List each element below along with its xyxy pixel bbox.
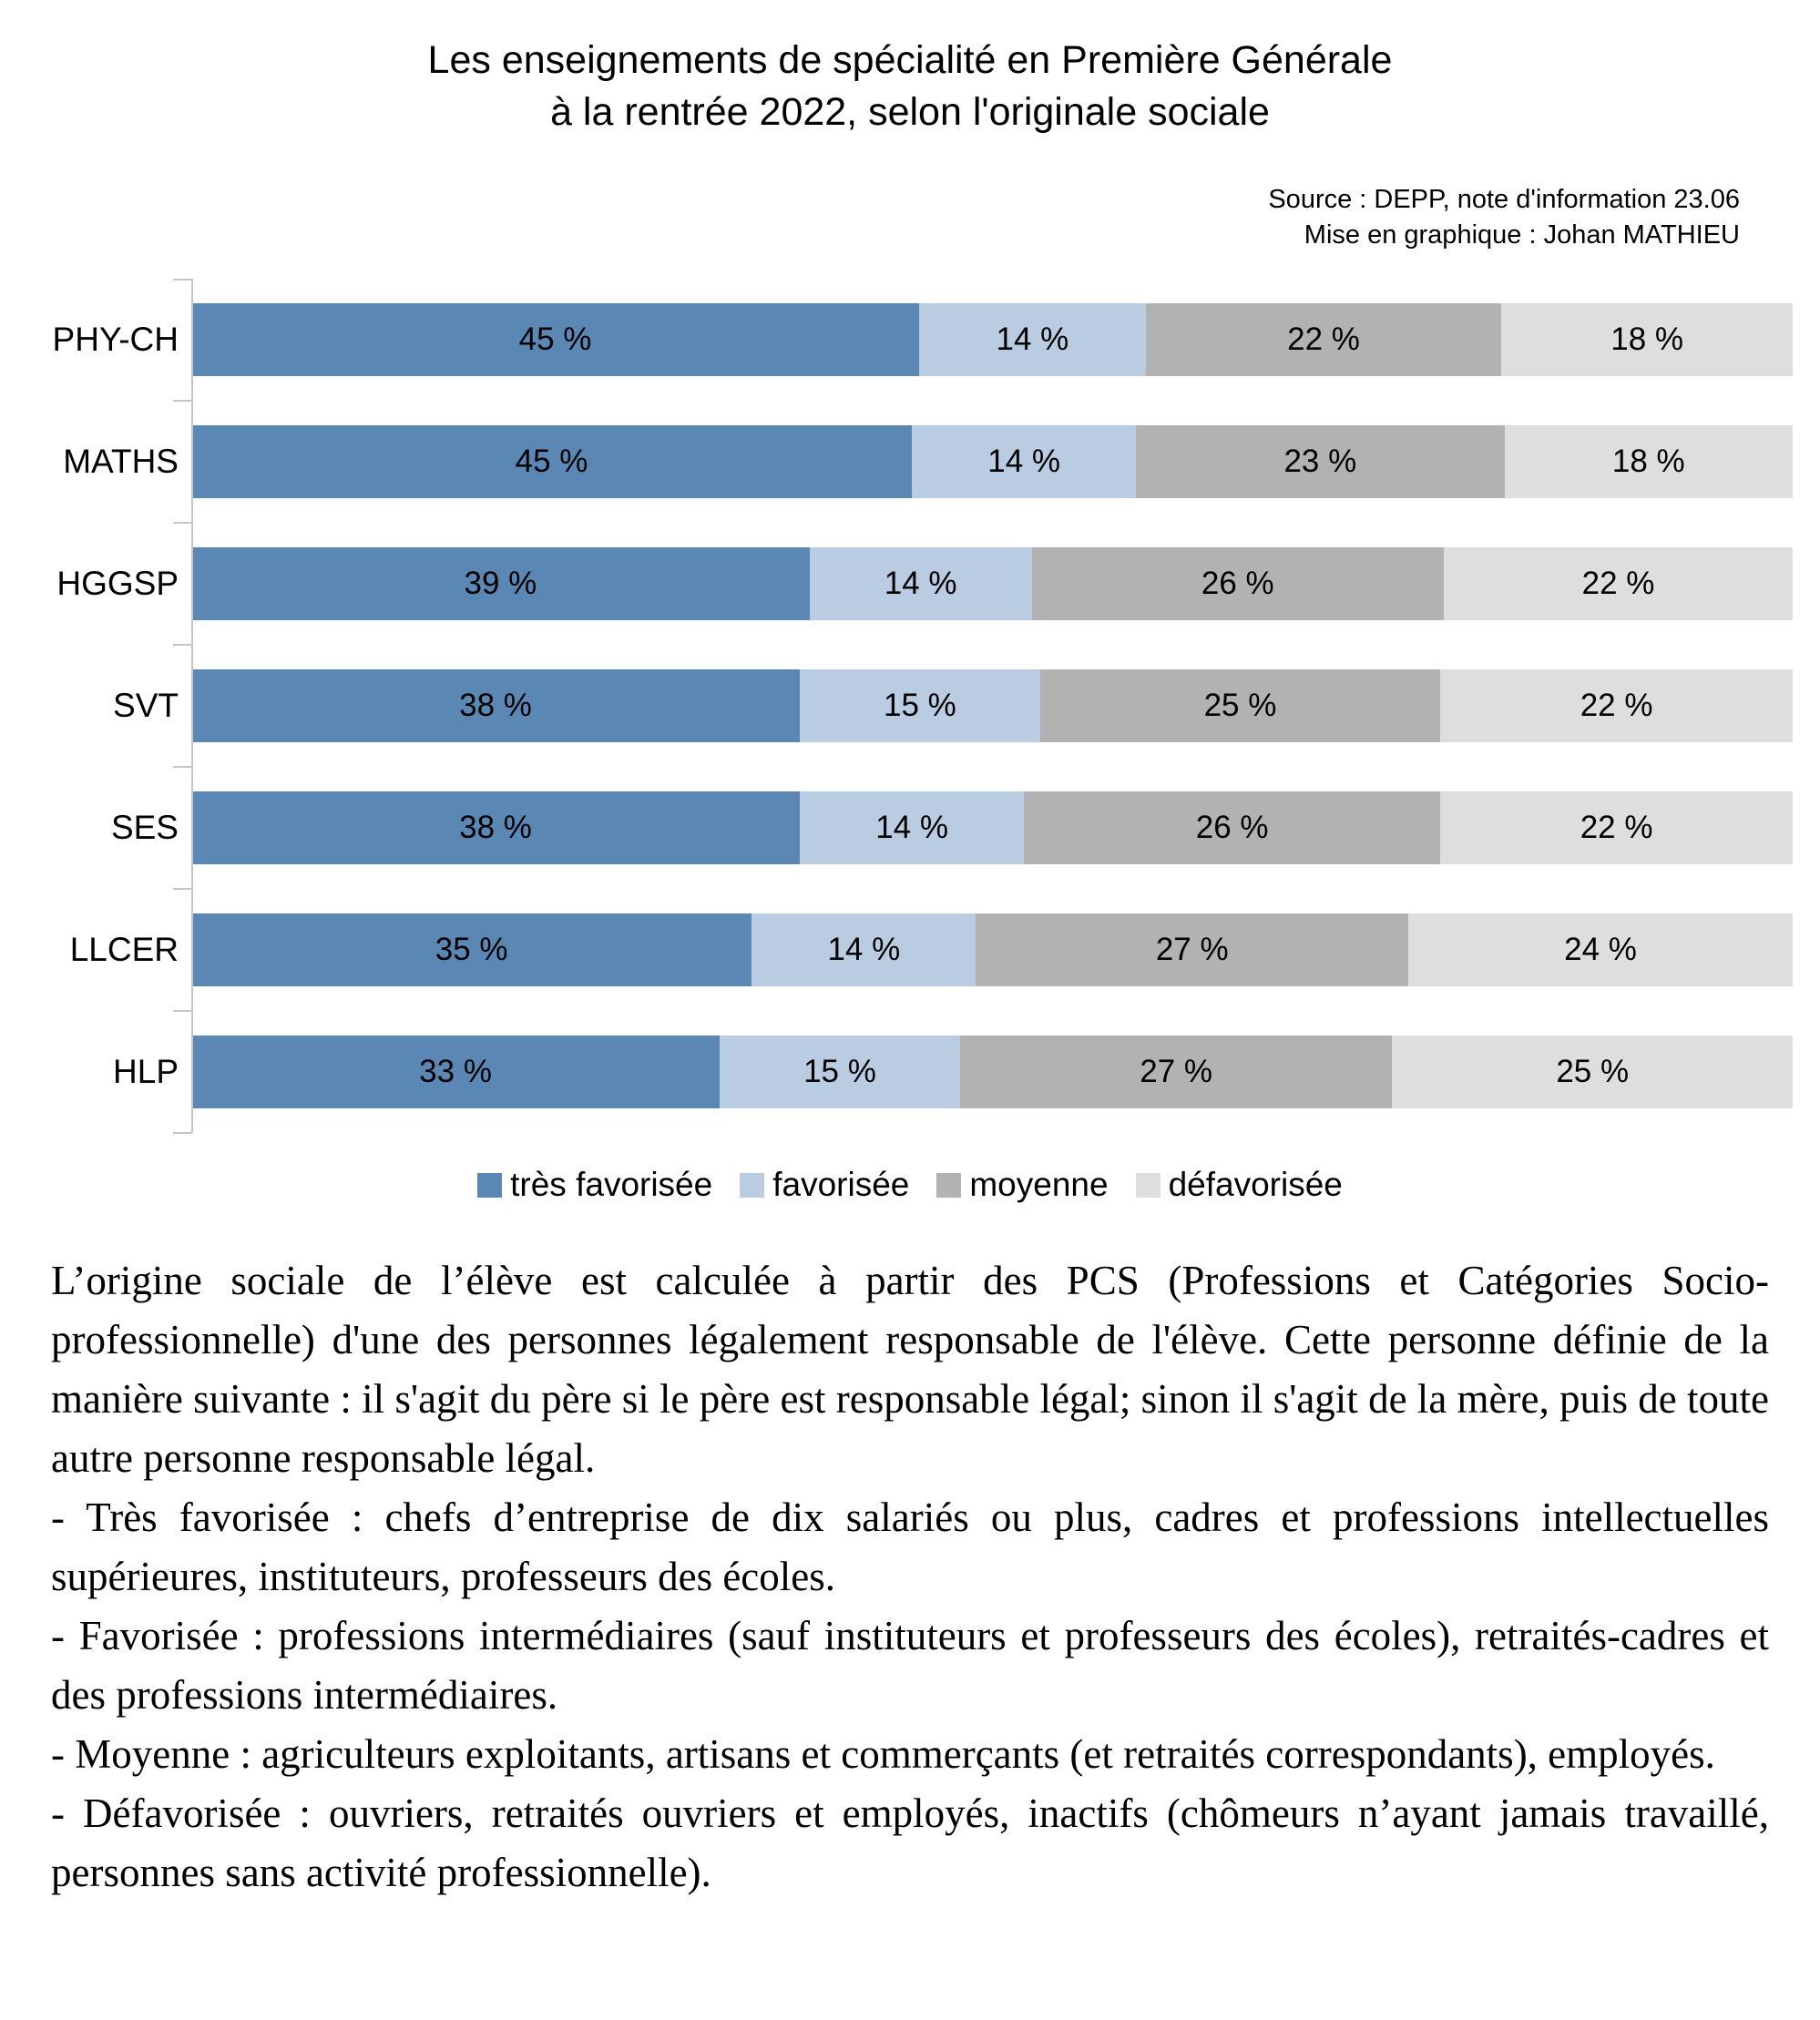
legend-swatch <box>936 1173 961 1198</box>
bar-value-label: 38 % <box>459 810 532 845</box>
axis-tick <box>173 644 191 646</box>
bar-value-label: 22 % <box>1580 688 1653 723</box>
axis-tick <box>173 400 191 402</box>
legend-label: très favorisée <box>510 1166 713 1203</box>
bar-segment <box>1440 669 1793 742</box>
bar-track <box>191 913 1793 986</box>
bar-track <box>191 791 1793 864</box>
bar-segment <box>1024 791 1440 864</box>
category-label: SES <box>110 809 179 846</box>
bar-track <box>191 547 1793 620</box>
bar-segment <box>912 425 1136 498</box>
bar-value-label: 22 % <box>1287 321 1360 357</box>
bar-segment <box>1501 303 1793 376</box>
bar-segment <box>720 1036 960 1108</box>
legend-label: moyenne <box>969 1166 1109 1203</box>
bar-segment <box>1440 791 1793 864</box>
bar-segment <box>960 1036 1393 1108</box>
category-label: HLP <box>113 1053 179 1090</box>
bar-segment <box>1136 425 1504 498</box>
bar-value-label: 24 % <box>1564 932 1637 967</box>
bar-value-label: 38 % <box>459 688 532 723</box>
bar-segment <box>1146 303 1502 376</box>
bar-row <box>0 279 1793 401</box>
note-paragraph: - Très favorisée : chefs d’entreprise de dix salariés ou plus, cadres et professions intellectuelles supérieures, instituteurs, professeurs des écoles. <box>51 1495 1769 1599</box>
source-attribution <box>0 182 1820 253</box>
bar-track <box>191 425 1793 498</box>
bar-segment <box>919 303 1146 376</box>
legend-swatch <box>740 1173 764 1198</box>
bar-segment <box>191 669 800 742</box>
bar-value-label: 14 % <box>987 444 1061 479</box>
axis-tick <box>173 1132 191 1134</box>
bar-segment <box>810 547 1032 620</box>
bar-row <box>0 645 1793 767</box>
bar-value-label: 27 % <box>1140 1054 1213 1089</box>
axis-tick <box>173 279 191 281</box>
bar-value-label: 14 % <box>875 810 948 845</box>
stacked-bar-chart <box>0 279 1793 1133</box>
bar-segment <box>1032 547 1445 620</box>
legend-item <box>477 1166 712 1204</box>
plot-area <box>0 279 1793 1133</box>
note-paragraph: - Favorisée : professions intermédiaires (sauf instituteurs et professeurs des écoles), retraités-cadres et des professions intermédiaires. <box>51 1613 1769 1718</box>
bar-value-label: 25 % <box>1556 1054 1630 1089</box>
category-label: SVT <box>113 687 179 724</box>
bar-segment <box>191 425 912 498</box>
bar-value-label: 14 % <box>827 932 901 967</box>
axis-tick <box>173 766 191 768</box>
category-label: PHY-CH <box>52 321 179 358</box>
graphic-credit-line: Mise en graphique : Johan MATHIEU <box>1304 220 1740 250</box>
bar-segment <box>191 1036 720 1108</box>
chart-title <box>0 35 1820 138</box>
axis-tick <box>173 888 191 890</box>
legend-swatch <box>1136 1173 1161 1198</box>
source-line: Source : DEPP, note d'information 23.06 <box>1268 185 1740 214</box>
note-paragraph: L’origine sociale de l’élève est calculée à partir des PCS (Professions et Catégories Socio-professionnelle) d'une des personnes légalement responsable de l'élève. Cette personne définie de la manière suivante : il s'agit du père si le père est responsable légal; sinon il s'agit de la mère, puis de toute autre personne responsable légal. <box>51 1258 1769 1481</box>
bar-row <box>0 889 1793 1011</box>
bar-value-label: 18 % <box>1611 444 1685 479</box>
bar-value-label: 15 % <box>803 1054 876 1089</box>
y-axis-line <box>191 279 193 1133</box>
bar-segment <box>191 303 919 376</box>
bar-segment <box>976 913 1408 986</box>
category-label: HGGSP <box>56 565 179 602</box>
bar-row <box>0 1011 1793 1133</box>
bar-value-label: 25 % <box>1203 688 1277 723</box>
category-label: LLCER <box>69 931 179 968</box>
bar-row <box>0 523 1793 645</box>
bar-segment <box>800 791 1024 864</box>
bar-value-label: 45 % <box>515 444 588 479</box>
bar-value-label: 14 % <box>884 566 957 601</box>
chart-title-line2: à la rentrée 2022, selon l'originale sociale <box>550 90 1270 134</box>
bar-segment <box>191 547 810 620</box>
bar-track <box>191 669 1793 742</box>
bar-value-label: 26 % <box>1195 810 1269 845</box>
bar-segment <box>1505 425 1793 498</box>
bar-value-label: 23 % <box>1283 444 1357 479</box>
legend-item <box>1136 1166 1343 1204</box>
chart-title-line1: Les enseignements de spécialité en Première Générale <box>427 38 1393 82</box>
bar-track <box>191 1036 1793 1108</box>
bar-segment <box>752 913 976 986</box>
bar-value-label: 18 % <box>1610 321 1684 357</box>
bar-segment <box>191 913 752 986</box>
bar-segment <box>1408 913 1793 986</box>
note-paragraph: - Moyenne : agriculteurs exploitants, artisans et commerçants (et retraités correspondants), employés. <box>51 1731 1715 1777</box>
bar-value-label: 15 % <box>883 688 956 723</box>
bar-value-label: 22 % <box>1581 566 1655 601</box>
bar-segment <box>191 791 800 864</box>
bar-value-label: 35 % <box>435 932 508 967</box>
bar-row <box>0 401 1793 523</box>
axis-tick <box>173 522 191 524</box>
bar-value-label: 14 % <box>996 321 1069 357</box>
category-label: MATHS <box>63 443 179 480</box>
bar-track <box>191 303 1793 376</box>
legend-label: défavorisée <box>1168 1166 1343 1203</box>
legend-item <box>740 1166 909 1204</box>
bar-segment <box>1392 1036 1793 1108</box>
legend-label: favorisée <box>772 1166 910 1203</box>
bar-value-label: 45 % <box>518 321 592 357</box>
axis-tick <box>173 1010 191 1012</box>
bar-value-label: 39 % <box>464 566 537 601</box>
bar-value-label: 26 % <box>1201 566 1274 601</box>
chart-legend <box>0 1166 1820 1204</box>
legend-swatch <box>477 1173 502 1198</box>
bar-value-label: 27 % <box>1155 932 1229 967</box>
notes <box>51 1251 1769 1903</box>
legend-item <box>936 1166 1108 1204</box>
bar-value-label: 22 % <box>1580 810 1653 845</box>
bar-value-label: 33 % <box>419 1054 492 1089</box>
bar-segment <box>1444 547 1793 620</box>
note-paragraph: - Défavorisée : ouvriers, retraités ouvriers et employés, inactifs (chômeurs n’ayant jamais travaillé, personnes sans activité professionnelle). <box>51 1790 1769 1895</box>
bar-segment <box>800 669 1040 742</box>
bar-row <box>0 767 1793 889</box>
bar-segment <box>1040 669 1441 742</box>
